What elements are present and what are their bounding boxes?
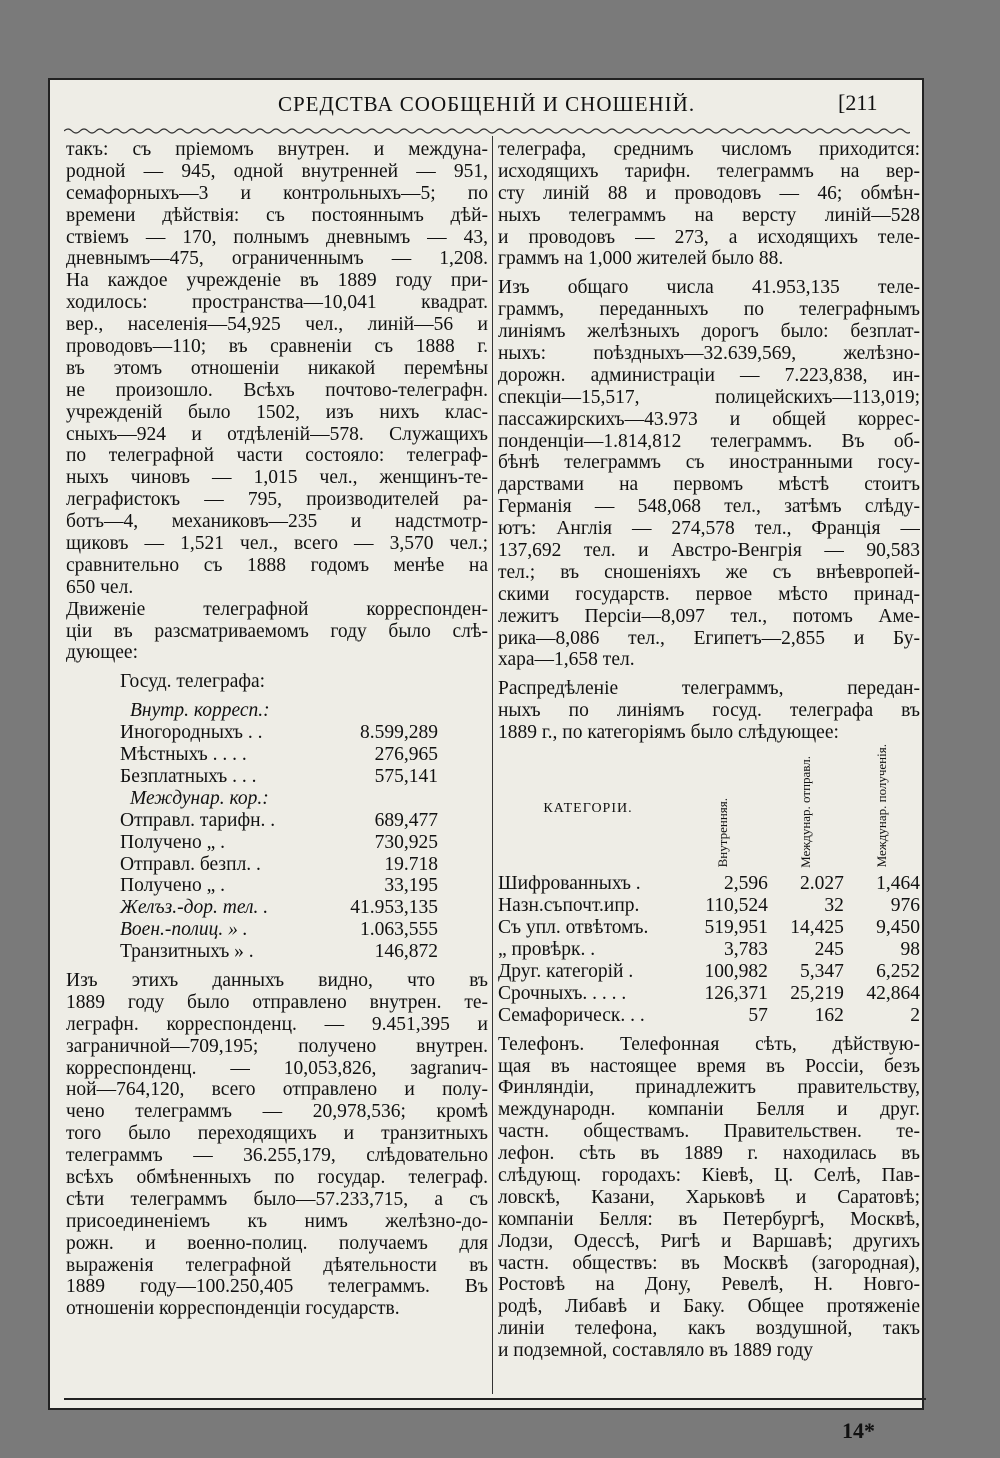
text-line: дующее:	[66, 642, 138, 664]
text-line: ныхъ телеграммъ на версту линій—528	[498, 204, 920, 226]
text-line: щиковъ — 1,521 чел., всего — 3,570 чел.;	[66, 533, 488, 555]
gt-subheading-internal: Внутр. корресп.:	[130, 700, 270, 722]
intl-sent-value: 162	[814, 1004, 844, 1026]
gt-row	[66, 832, 488, 854]
gt-row-label: Получено „ .	[120, 831, 225, 853]
intl-received-value: 976	[890, 895, 920, 917]
text-line: сѣти телеграммъ было—57.233,715, а съ	[66, 1188, 488, 1210]
internal-value: 2,596	[724, 873, 768, 895]
category-row	[498, 939, 920, 961]
text-line: лефон. сѣть въ 1889 г. находилась въ	[498, 1143, 920, 1165]
text-line: рожн. и военно-полиц. получаемъ для	[66, 1232, 488, 1254]
category-row	[498, 873, 920, 895]
conclusion-paragraph	[66, 970, 488, 1320]
intl-sent-value: 14,425	[790, 917, 844, 939]
internal-value: 100,982	[704, 960, 768, 982]
text-line: щая въ настоящее время въ Россіи, безъ	[498, 1055, 920, 1077]
text-line: ныхъ по линіямъ госуд. телеграфа въ	[498, 700, 920, 722]
gt-subheading-international: Междунар. кор.:	[130, 787, 269, 809]
text-line: дарствами на первомъ мѣстѣ стоитъ	[498, 474, 920, 496]
intl-received-value: 6,252	[876, 960, 920, 982]
text-line: присоединеніемъ къ нимъ желѣзно-до-	[66, 1210, 488, 1232]
column-header-intl-received: Междунар. полученія.	[873, 744, 889, 868]
text-line: пассажирскихъ—43.973 и общей коррес-	[498, 408, 920, 430]
railway-telegrams-paragraph	[498, 277, 920, 671]
intl-sent-value: 25,219	[790, 982, 844, 1004]
category-row	[498, 895, 920, 917]
text-line: всѣхъ обмѣненныхъ по государ. телеграф.	[66, 1166, 488, 1188]
text-line: ловскѣ, Казани, Харьковѣ и Саратовѣ;	[498, 1186, 920, 1208]
text-line: Телефонъ. Телефонная сѣть, дѣйствую-	[498, 1033, 920, 1055]
bottom-rule	[64, 1398, 926, 1400]
category-name: „ провѣрк. .	[498, 939, 596, 961]
text-line: 650 чел.	[66, 576, 134, 598]
column-header-internal: Внутренняя.	[714, 798, 730, 868]
category-header: КАТЕГОРІИ.	[543, 800, 633, 816]
signature-mark: 14*	[842, 1418, 875, 1443]
text-line: Ростовѣ на Дону, Ревелѣ, Н. Новго-	[498, 1274, 920, 1296]
category-row	[498, 1005, 920, 1027]
text-line: сравнительно съ 1888 годомъ менѣе на	[66, 554, 488, 576]
text-line: международн. компаніи Белля и друг.	[498, 1099, 920, 1121]
gt-row-value: 689,477	[374, 809, 438, 831]
gt-row-value: 8.599,289	[360, 722, 438, 744]
category-name: Съ упл. отвѣтомъ.	[498, 917, 649, 939]
text-line: хара—1,658 тел.	[498, 649, 635, 671]
gt-row	[66, 810, 488, 832]
text-line: ныхъ: поѣздныхъ—32.639,569, желѣзно-	[498, 343, 920, 365]
text-line: 137,692 тел. и Австро-Венгрія — 90,583	[498, 540, 920, 562]
text-line: и подземной, составляло въ 1889 году	[498, 1340, 814, 1362]
text-line: Финляндіи, принадлежитъ правительству,	[498, 1077, 920, 1099]
text-line: и проводовъ — 273, а исходящихъ теле-	[498, 226, 920, 248]
gt-row-label: Воен.-полиц. » .	[120, 919, 248, 941]
text-line: частн. обществъ: въ Москвѣ (загородная),	[498, 1252, 920, 1274]
text-line: Лодзи, Одессѣ, Ригѣ и Варшавѣ; другихъ	[498, 1230, 920, 1252]
text-line: лежитъ Персіи—8,097 тел., потомъ Аме-	[498, 605, 920, 627]
intl-received-value: 42,864	[866, 982, 920, 1004]
category-row	[498, 983, 920, 1005]
text-line: того было переходящихъ и транзитныхъ	[66, 1123, 488, 1145]
gt-row-value: 33,195	[384, 875, 438, 897]
text-line: ствіемъ — 170, полнымъ дневнымъ — 43,	[66, 226, 488, 248]
gt-row-value: 1.063,555	[360, 919, 438, 941]
intl-received-value: 1,464	[876, 873, 920, 895]
text-line: 1889 году было отправлено внутрен. те-	[66, 991, 488, 1013]
gt-row	[66, 766, 488, 788]
running-header-title: СРЕДСТВА СООБЩЕНІЙ И СНОШЕНІЙ.	[278, 92, 696, 116]
gt-row-value: 575,141	[374, 765, 438, 787]
text-line: такъ: съ пріемомъ внутрен. и междуна-	[66, 139, 488, 160]
gt-row-label: Отправл. безпл. .	[120, 853, 261, 875]
gt-row	[66, 897, 488, 919]
category-name: Семафорическ. . .	[498, 1004, 645, 1026]
text-line: частн. обществамъ. Правительствен. те-	[498, 1121, 920, 1143]
intl-received-value: 98	[900, 939, 920, 961]
category-name: Срочныхъ. . . . .	[498, 982, 627, 1004]
gt-row-label: Транзитныхъ » .	[120, 941, 254, 963]
text-line: телеграммъ — 36.255,179, слѣдовательно	[66, 1145, 488, 1167]
text-line: ныхъ чиновъ — 1,015 чел., женщинъ-те-	[66, 467, 488, 489]
page-number: [211	[838, 90, 878, 115]
text-line: дневнымъ—475, ограниченнымъ — 1,208.	[66, 248, 488, 270]
text-line: Распредѣленіе телеграммъ, передан-	[498, 678, 920, 700]
text-line: ной—764,120, всего отправлено и полу-	[66, 1079, 488, 1101]
column-divider	[492, 136, 493, 1394]
text-line: Изъ общаго числа 41.953,135 теле-	[498, 277, 920, 299]
gt-heading: Госуд. телеграфа:	[120, 671, 266, 693]
category-row	[498, 961, 920, 983]
text-line: компаніи Белля: въ Петербургѣ, Москвѣ,	[498, 1208, 920, 1230]
text-line: по телеграфной части состояло: телеграф-	[66, 445, 488, 467]
text-line: 1889 г., по категоріямъ было слѣдующее:	[498, 722, 839, 744]
text-line: понденціи—1.814,812 телеграммъ. Въ об-	[498, 430, 920, 452]
text-line: проводовъ—110; въ сравненіи съ 1888 г.	[66, 336, 488, 358]
text-line: сту линій 88 и проводовъ — 46; обмѣн-	[498, 182, 920, 204]
text-line: ходилось: пространства—10,041 квадрат.	[66, 292, 488, 314]
gt-row-label: Отправл. тарифн. .	[120, 809, 276, 831]
text-line: ютъ: Англія — 274,578 тел., Франція —	[498, 518, 920, 540]
internal-value: 3,783	[724, 939, 768, 961]
text-line: бѣнѣ телеграммъ съ иностранными госу-	[498, 452, 920, 474]
gt-row	[66, 854, 488, 876]
gt-row-label: Безплатныхъ . . .	[120, 765, 257, 787]
text-line: корреспонденц. — 10,053,826, заgranич-	[66, 1057, 488, 1079]
intl-sent-value: 2.027	[800, 873, 844, 895]
text-line: родной — 945, одной внутренней — 951,	[66, 160, 488, 182]
gt-row-value: 41.953,135	[350, 897, 438, 919]
gt-row-label: Желъз.-дор. тел. .	[120, 897, 269, 919]
gt-row	[66, 919, 488, 941]
movement-paragraph	[66, 599, 488, 665]
left-intro-paragraph	[66, 139, 488, 599]
text-line: выраженія телеграфной дѣятельности въ	[66, 1254, 488, 1276]
telephone-paragraph	[498, 1034, 920, 1362]
text-line: родѣ, Либавѣ и Баку. Общее протяженіе	[498, 1296, 920, 1318]
text-line: 1889 году—100.250,405 телеграммъ. Въ	[66, 1276, 488, 1298]
text-line: заграничной—709,195; получено внутрен.	[66, 1035, 488, 1057]
gt-row	[66, 722, 488, 744]
gt-row-label: Получено „ .	[120, 875, 225, 897]
wavy-rule	[64, 126, 910, 136]
intl-sent-value: 245	[814, 939, 844, 961]
text-line: граммъ, переданныхъ по телеграфнымъ	[498, 299, 920, 321]
category-row	[498, 917, 920, 939]
gt-row-label: Мѣстныхъ . . . .	[120, 744, 247, 766]
text-line: не произошло. Всѣхъ почтово-телеграфн.	[66, 379, 488, 401]
traffic-averages-paragraph	[498, 139, 920, 270]
intl-sent-value: 32	[824, 895, 844, 917]
intl-received-value: 9,450	[876, 917, 920, 939]
text-line: спекціи—15,517, полицейскихъ—113,019;	[498, 386, 920, 408]
column-header-intl-sent: Междунар. отправл.	[797, 755, 813, 868]
gt-row-value: 730,925	[374, 831, 438, 853]
category-name: Шифрованныхъ .	[498, 873, 641, 895]
left-column	[66, 139, 488, 1320]
intl-sent-value: 5,347	[800, 960, 844, 982]
text-line: линіямъ желѣзныхъ дорогъ было: безплат-	[498, 321, 920, 343]
text-line: На каждое учрежденіе въ 1889 году при-	[66, 270, 488, 292]
text-line: леграфн. корреспонденц. — 9.451,395 и	[66, 1013, 488, 1035]
text-line: слѣдующ. городахъ: Кіевѣ, Ц. Селѣ, Пав-	[498, 1165, 920, 1187]
text-line: чено телеграммъ — 20,978,536; кромѣ	[66, 1101, 488, 1123]
text-line: учрежденій было 1502, изъ нихъ клас-	[66, 401, 488, 423]
category-name: Друг. категорій .	[498, 960, 634, 982]
text-line: сныхъ—924 и отдѣленій—578. Служащихъ	[66, 423, 488, 445]
text-line: отношеніи корреспонденціи государств.	[66, 1298, 400, 1320]
gt-internal-rows	[66, 722, 488, 788]
text-line: граммъ на 1,000 жителей было 88.	[498, 248, 784, 270]
text-line: рика—8,086 тел., Египетъ—2,855 и Бу-	[498, 627, 920, 649]
gt-row	[66, 744, 488, 766]
text-line: въ этомъ отношеніи никакой перемѣны	[66, 357, 488, 379]
category-table	[498, 744, 920, 1027]
text-line: вер., населенія—54,925 чел., линій—56 и	[66, 314, 488, 336]
text-line: скими государств. первое мѣсто принад-	[498, 583, 920, 605]
text-line: ціи въ разсматриваемомъ году было слѣ-	[66, 620, 488, 642]
text-line: Германія — 548,068 тел., затѣмъ слѣду-	[498, 496, 920, 518]
gt-row-value: 146,872	[374, 941, 438, 963]
text-line: времени дѣйствія: съ постояннымъ дѣй-	[66, 204, 488, 226]
category-name: Назн.съпочт.ипр.	[498, 895, 640, 917]
right-column	[498, 139, 920, 1362]
intl-received-value: 2	[910, 1004, 920, 1026]
internal-value: 519,951	[704, 917, 768, 939]
text-line: тел.; въ сношеніяхъ же съ внѣевропей-	[498, 561, 920, 583]
text-line: телеграфа, среднимъ числомъ приходится:	[498, 139, 920, 160]
text-line: линіи телефона, какъ воздушной, такъ	[498, 1318, 920, 1340]
gt-row-value: 19.718	[384, 853, 438, 875]
text-line: ботъ—4, механиковъ—235 и надстмотр-	[66, 511, 488, 533]
text-line: исходящихъ тарифн. телеграммъ на вер-	[498, 160, 920, 182]
distribution-paragraph	[498, 678, 920, 744]
text-line: леграфистокъ — 795, производителей ра-	[66, 489, 488, 511]
text-line: Движеніе телеграфной корреспонден-	[66, 598, 488, 620]
text-line: дорожн. администраціи — 7.223,838, ин-	[498, 364, 920, 386]
text-line: Изъ этихъ данныхъ видно, что въ	[66, 969, 488, 991]
gt-international-rows	[66, 810, 488, 963]
gt-row	[66, 941, 488, 963]
internal-value: 57	[748, 1004, 768, 1026]
text-line: семафорныхъ—3 и контрольныхъ—5; по	[66, 182, 488, 204]
gt-row-label: Иногородныхъ . .	[120, 722, 263, 744]
gt-row-value: 276,965	[374, 744, 438, 766]
internal-value: 110,524	[705, 895, 768, 917]
internal-value: 126,371	[704, 982, 768, 1004]
gt-row	[66, 875, 488, 897]
